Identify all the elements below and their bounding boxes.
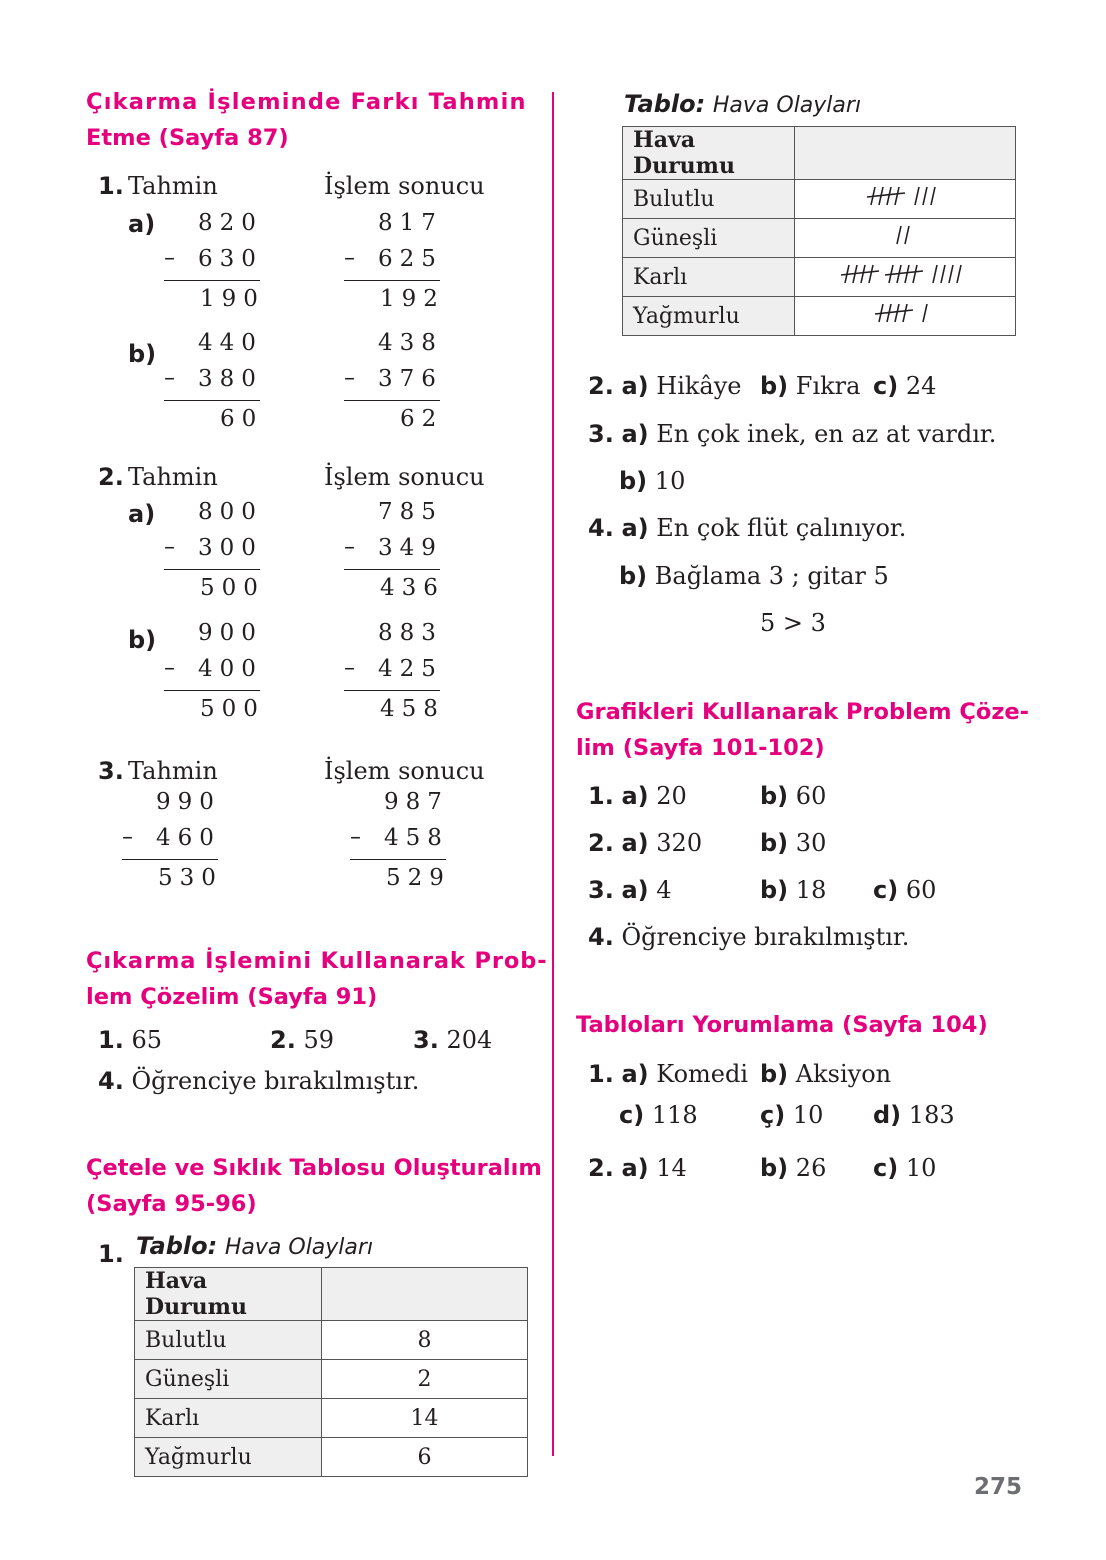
table-row-name: Güneşli — [135, 1360, 322, 1399]
tally-stroke — [933, 265, 937, 283]
minus-sign: – — [344, 246, 355, 271]
q3-number: 3. — [98, 757, 124, 785]
col-estimate-label: Tahmin — [128, 757, 218, 785]
answer-4b: b) Bağlama 3 ; gitar 5 — [619, 562, 889, 590]
tally-stroke — [923, 187, 927, 205]
answer-1b: b) 60 — [760, 782, 827, 810]
answer-3b: b) 10 — [619, 467, 686, 495]
tally-stroke — [957, 265, 961, 283]
q2a-estimate-result: 500 — [200, 575, 265, 601]
answer-4: 4. Öğrenciye bırakılmıştır. — [98, 1067, 420, 1095]
q2a-result-sub: 349 — [378, 535, 443, 561]
comparison: 5 > 3 — [760, 609, 826, 637]
answer-2b: b) 30 — [760, 829, 827, 857]
minus-sign: – — [344, 535, 355, 560]
table-header-empty — [322, 1268, 528, 1321]
answer-2: 2. 59 — [270, 1026, 335, 1054]
table-row-value: 2 — [322, 1360, 528, 1399]
minus-sign: – — [344, 656, 355, 681]
tally-stroke — [895, 187, 899, 205]
q3-result-result: 529 — [386, 865, 451, 891]
table-row-value: 8 — [322, 1321, 528, 1360]
q1a-result-sub: 625 — [378, 246, 443, 272]
answer-4: 4. Öğrenciye bırakılmıştır. — [588, 923, 910, 951]
table-caption: Tablo: Hava Olayları — [136, 1232, 374, 1260]
answer-3a: 3. a) En çok inek, en az at vardır. — [588, 420, 997, 448]
tally-marks — [795, 297, 1016, 336]
column-divider — [552, 92, 554, 1456]
q1b-estimate-sub: 380 — [198, 366, 263, 392]
sum-rule — [344, 280, 440, 281]
q2b-label: b) — [128, 626, 157, 654]
q1b-result-top: 438 — [378, 330, 443, 356]
answer-3b: b) 18 — [760, 876, 827, 904]
sum-rule — [164, 569, 260, 570]
tally-stroke — [895, 304, 899, 322]
minus-sign: – — [344, 366, 355, 391]
minus-sign: – — [164, 366, 175, 391]
answer-1d: d) 183 — [873, 1101, 955, 1129]
q1b-estimate-result: 60 — [220, 406, 264, 432]
sum-rule — [164, 400, 260, 401]
sum-rule — [164, 280, 260, 281]
tally-stroke — [915, 187, 919, 205]
tally-marks — [795, 180, 1016, 219]
section-title-tables: Tabloları Yorumlama (Sayfa 104) — [576, 1012, 988, 1038]
table-row-name: Güneşli — [623, 219, 795, 258]
answer-4a: 4. a) En çok flüt çalınıyor. — [588, 514, 907, 542]
answer-2a: 2. a) 14 — [588, 1154, 687, 1182]
tally-stroke — [897, 226, 901, 244]
col-result-label: İşlem sonucu — [324, 757, 485, 785]
frequency-table — [134, 1267, 528, 1477]
table-header-empty — [795, 127, 1016, 180]
q2b-estimate-result: 500 — [200, 696, 265, 722]
q2b-result-top: 883 — [378, 620, 443, 646]
answer-2b: b) 26 — [760, 1154, 827, 1182]
q3-result-sub: 458 — [384, 825, 449, 851]
answer-1: 1. 65 — [98, 1026, 163, 1054]
q1b-estimate-top: 440 — [198, 330, 263, 356]
table-row-name: Karlı — [623, 258, 795, 297]
q2a-estimate-top: 800 — [198, 499, 263, 525]
q1a-estimate-top: 820 — [198, 210, 263, 236]
q1b-label: b) — [128, 340, 157, 368]
answer-1c: c) 118 — [619, 1101, 698, 1129]
tally-stroke — [931, 187, 935, 205]
answer-1a: 1. a) Komedi — [588, 1060, 749, 1088]
section-title-graphs: Grafikleri Kullanarak Problem Çöze- lim (Sayfa 101-102) — [576, 699, 1030, 761]
minus-sign: – — [350, 825, 361, 850]
tally-stroke — [903, 304, 907, 322]
tally-stroke — [887, 187, 891, 205]
q3-estimate-top: 990 — [156, 789, 221, 815]
q3-estimate-sub: 460 — [156, 825, 221, 851]
sum-rule — [350, 859, 446, 860]
q1b-result-result: 62 — [400, 406, 444, 432]
q2a-result-top: 785 — [378, 499, 443, 525]
q3-estimate-result: 530 — [158, 865, 223, 891]
table-row-name: Yağmurlu — [623, 297, 795, 336]
col-result-label: İşlem sonucu — [324, 463, 485, 491]
minus-sign: – — [164, 535, 175, 560]
tally-stroke — [905, 226, 909, 244]
table-row-value: 14 — [322, 1399, 528, 1438]
q2b-result-sub: 425 — [378, 656, 443, 682]
answer-3a: 3. a) 4 — [588, 876, 672, 904]
answer-1a: 1. a) 20 — [588, 782, 687, 810]
col-estimate-label: Tahmin — [128, 172, 218, 200]
table-header: Hava Durumu — [135, 1268, 322, 1321]
tally-stroke — [949, 265, 953, 283]
sum-rule — [344, 569, 440, 570]
tally-marks — [795, 258, 1016, 297]
minus-sign: – — [164, 246, 175, 271]
tally-stroke — [861, 265, 865, 283]
q2a-label: a) — [128, 500, 156, 528]
q2b-result-result: 458 — [380, 696, 445, 722]
answer-2c: c) 24 — [873, 372, 937, 400]
col-estimate-label: Tahmin — [128, 463, 218, 491]
answer-2b: b) Fıkra — [760, 372, 861, 400]
answer-3: 3. 204 — [413, 1026, 493, 1054]
answer-1b: b) Aksiyon — [760, 1060, 892, 1088]
tally-stroke — [905, 265, 909, 283]
table-row-name: Bulutlu — [623, 180, 795, 219]
tally-stroke — [913, 265, 917, 283]
answer-2: 2. a) Hikâye — [588, 372, 742, 400]
col-result-label: İşlem sonucu — [324, 172, 485, 200]
sum-rule — [344, 400, 440, 401]
section-title-tally-frequency: Çetele ve Sıklık Tablosu Oluşturalım (Sayfa 95-96) — [86, 1155, 542, 1217]
table-row-value: 6 — [322, 1438, 528, 1477]
table-row-name: Yağmurlu — [135, 1438, 322, 1477]
section-title-subtraction-estimate: Çıkarma İşleminde Farkı Tahmin Etme (Sayfa 87) — [86, 89, 527, 151]
q1b-result-sub: 376 — [378, 366, 443, 392]
q3-result-top: 987 — [384, 789, 449, 815]
q2-number: 2. — [98, 463, 124, 491]
q1-number: 1. — [98, 172, 124, 200]
tally-stroke — [923, 304, 927, 322]
tally-table — [622, 126, 1016, 336]
q1a-label: a) — [128, 210, 156, 238]
tally-stroke — [869, 265, 873, 283]
table-row-name: Karlı — [135, 1399, 322, 1438]
table-header: Hava Durumu — [623, 127, 795, 180]
tally-marks — [795, 219, 1016, 258]
sum-rule — [122, 859, 218, 860]
q1-number: 1. — [98, 1240, 124, 1268]
q2b-estimate-top: 900 — [198, 620, 263, 646]
sum-rule — [344, 690, 440, 691]
q2b-estimate-sub: 400 — [198, 656, 263, 682]
minus-sign: – — [122, 825, 133, 850]
minus-sign: – — [164, 656, 175, 681]
q2a-estimate-sub: 300 — [198, 535, 263, 561]
q1a-estimate-sub: 630 — [198, 246, 263, 272]
page-number: 275 — [974, 1474, 1023, 1500]
answer-1cc: ç) 10 — [760, 1101, 824, 1129]
sum-rule — [164, 690, 260, 691]
q2a-result-result: 436 — [380, 575, 445, 601]
tally-table-caption: Tablo: Hava Olayları — [624, 90, 862, 118]
q1a-result-top: 817 — [378, 210, 443, 236]
answer-2a: 2. a) 320 — [588, 829, 703, 857]
q1a-estimate-result: 190 — [200, 286, 265, 312]
section-title-problem-solving: Çıkarma İşlemini Kullanarak Prob- lem Çözelim (Sayfa 91) — [86, 948, 548, 1010]
answer-2c: c) 10 — [873, 1154, 937, 1182]
answer-3c: c) 60 — [873, 876, 937, 904]
q1a-result-result: 192 — [380, 286, 445, 312]
tally-stroke — [941, 265, 945, 283]
table-row-name: Bulutlu — [135, 1321, 322, 1360]
